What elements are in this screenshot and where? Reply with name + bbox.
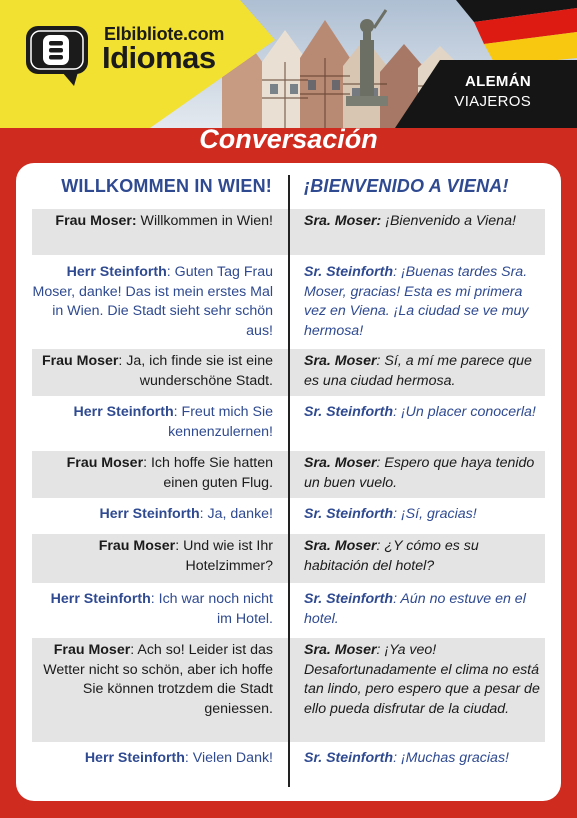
speaker-name: Herr Steinforth bbox=[84, 750, 185, 766]
spanish-line bbox=[304, 587, 540, 629]
utterance: : Ja, danke! bbox=[199, 506, 273, 522]
utterance: : ¡Ya veo! Desafortunadamente el clima no está tan lindo, pero espero que a pesar de ello pueda disfrutar de la ciudad. bbox=[304, 642, 540, 717]
spanish-line bbox=[304, 400, 540, 423]
utterance: : ¡Sí, gracias! bbox=[393, 506, 477, 522]
utterance: : Espero que haya tenido un buen vuelo. bbox=[304, 455, 535, 491]
utterance: Willkommen in Wien! bbox=[136, 213, 273, 229]
language-tag: ALEMÁN bbox=[465, 73, 531, 90]
speaker-name: Herr Steinforth bbox=[66, 264, 167, 280]
spanish-line bbox=[304, 260, 540, 341]
spanish-line bbox=[304, 209, 540, 232]
speaker-name: Sr. Steinforth bbox=[304, 404, 394, 420]
spanish-line bbox=[304, 451, 540, 493]
utterance: : Freut mich Sie kennenzulernen! bbox=[168, 404, 273, 440]
utterance: : ¡Buenas tardes Sra. Moser, gracias! Esta es mi primera vez en Viena. ¡La ciudad se ve muy hermosa! bbox=[304, 264, 529, 339]
speaker-name: Frau Moser bbox=[41, 353, 119, 369]
speaker-name: Sra. Moser bbox=[304, 538, 377, 554]
spanish-column-heading: ¡BIENVENIDO A VIENA! bbox=[304, 176, 509, 196]
brand-website: Elbibliote.com bbox=[104, 24, 225, 44]
utterance: : Sí, a mí me parece que es una ciudad hermosa. bbox=[304, 353, 532, 389]
german-line bbox=[32, 502, 273, 525]
german-line bbox=[32, 746, 273, 769]
speaker-name: Herr Steinforth bbox=[73, 404, 174, 420]
german-column-heading: WILLKOMMEN IN WIEN! bbox=[61, 176, 272, 196]
speaker-name: Sr. Steinforth bbox=[304, 750, 394, 766]
column-divider bbox=[288, 175, 290, 787]
speech-bubble-logo-icon bbox=[22, 22, 92, 88]
german-line bbox=[32, 587, 273, 629]
speaker-name: Herr Steinforth bbox=[99, 506, 200, 522]
german-line bbox=[32, 349, 273, 391]
audience-tag: VIAJEROS bbox=[454, 93, 531, 110]
spanish-line bbox=[304, 534, 540, 576]
brand-name: Idiomas bbox=[102, 40, 216, 75]
speaker-name: Frau Moser: bbox=[55, 213, 137, 229]
german-line bbox=[32, 260, 273, 341]
spanish-line bbox=[304, 349, 540, 391]
speaker-name: Sr. Steinforth bbox=[304, 506, 394, 522]
utterance: : Ich war noch nicht im Hotel. bbox=[150, 591, 273, 627]
page-title: Conversación bbox=[199, 124, 378, 154]
speaker-name: Frau Moser bbox=[53, 642, 131, 658]
speaker-name: Sra. Moser bbox=[304, 642, 377, 658]
utterance: : ¡Un placer conocerla! bbox=[393, 404, 536, 420]
speaker-name: Sr. Steinforth bbox=[304, 591, 394, 607]
utterance: : ¡Muchas gracias! bbox=[393, 750, 509, 766]
utterance: : ¿Y cómo es su habitación del hotel? bbox=[304, 538, 479, 574]
utterance: ¡Bienvenido a Viena! bbox=[381, 213, 516, 229]
utterance: : Ja, ich finde sie ist eine wunderschöne Stadt. bbox=[118, 353, 273, 389]
speaker-name: Sra. Moser bbox=[304, 455, 377, 471]
speaker-name: Frau Moser bbox=[66, 455, 144, 471]
speaker-name: Sr. Steinforth bbox=[304, 264, 394, 280]
spanish-line bbox=[304, 746, 540, 769]
speaker-name: Sra. Moser bbox=[304, 353, 377, 369]
utterance: : Und wie ist Ihr Hotelzimmer? bbox=[175, 538, 273, 574]
speaker-name: Herr Steinforth bbox=[50, 591, 151, 607]
german-flag-icon bbox=[456, 0, 577, 66]
spanish-line bbox=[304, 638, 540, 719]
german-line bbox=[32, 400, 273, 442]
german-line bbox=[32, 209, 273, 232]
german-line bbox=[32, 451, 273, 493]
german-line bbox=[32, 534, 273, 576]
speaker-name: Frau Moser bbox=[98, 538, 176, 554]
utterance: : Ach so! Leider ist das Wetter nicht so schön, aber ich hoffe Sie können trotzdem die Stadt geniessen. bbox=[43, 642, 273, 717]
utterance: : Guten Tag Frau Moser, danke! Das ist mein erstes Mal in Wien. Die Stadt sieht sehr schön aus! bbox=[32, 264, 273, 339]
german-line bbox=[32, 638, 273, 719]
utterance: : Vielen Dank! bbox=[184, 750, 273, 766]
utterance: : Aún no estuve en el hotel. bbox=[304, 591, 526, 627]
utterance: : Ich hoffe Sie hatten einen guten Flug. bbox=[143, 455, 273, 491]
spanish-line bbox=[304, 502, 540, 525]
speaker-name: Sra. Moser: bbox=[304, 213, 382, 229]
